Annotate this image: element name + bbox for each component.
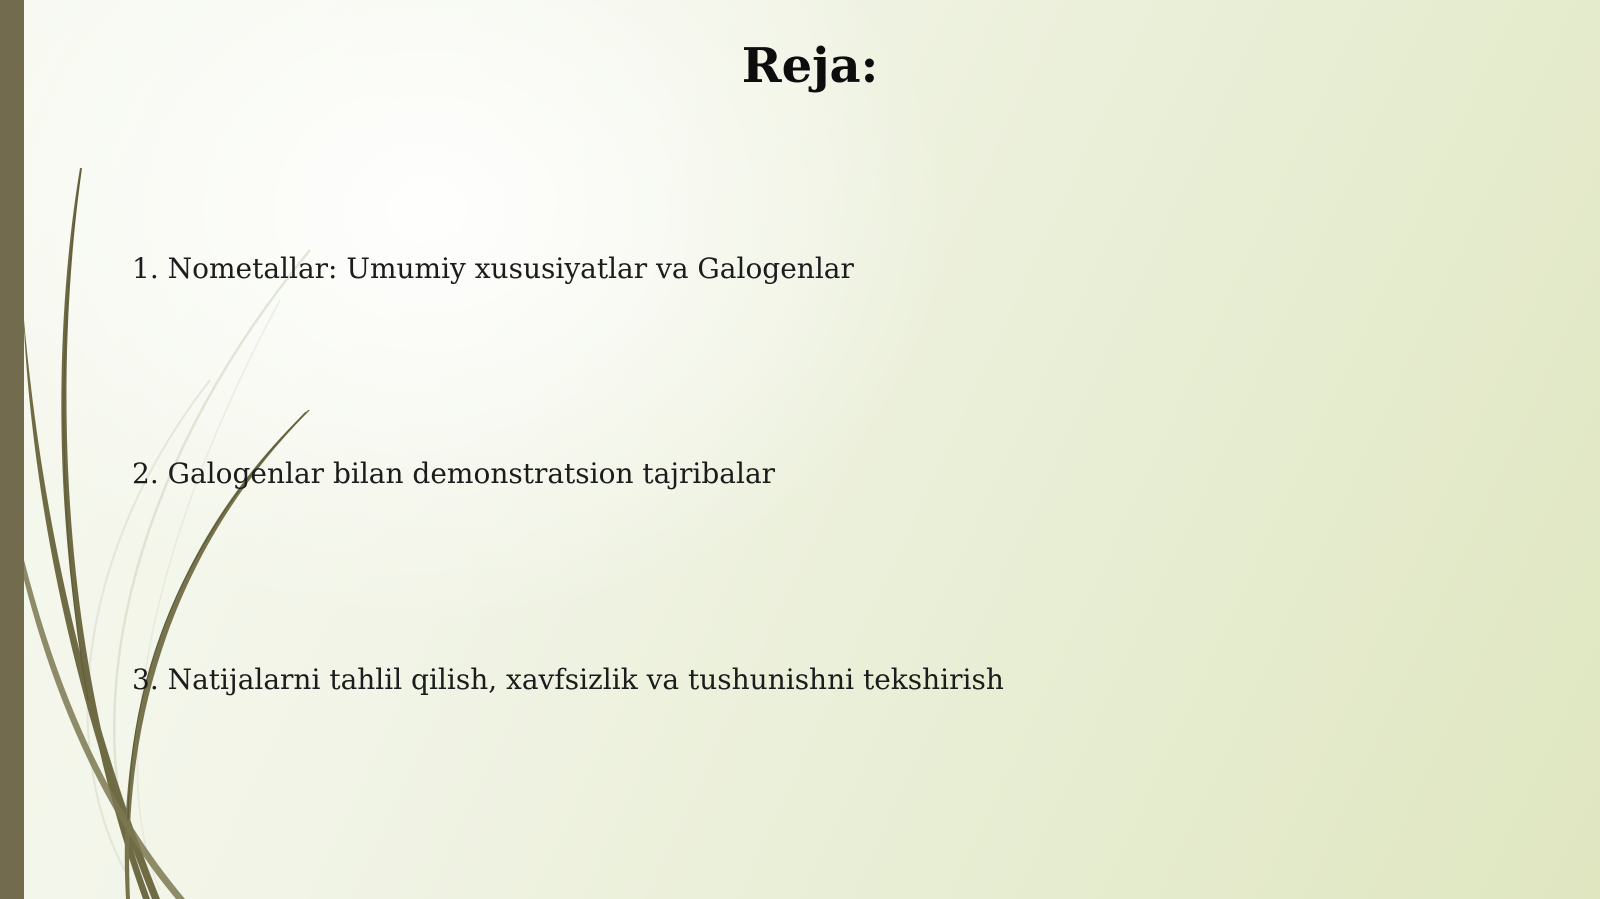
- plan-item-2: 2. Galogenlar bilan demonstratsion tajribalar: [132, 457, 776, 490]
- slide-title: Reja:: [741, 38, 879, 94]
- plan-list: [132, 0, 1432, 899]
- plan-item-1: 1. Nometallar: Umumiy xususiyatlar va Galogenlar: [132, 252, 854, 285]
- plan-item-3: 3. Natijalarni tahlil qilish, xavfsizlik va tushunishni tekshirish: [132, 663, 1004, 696]
